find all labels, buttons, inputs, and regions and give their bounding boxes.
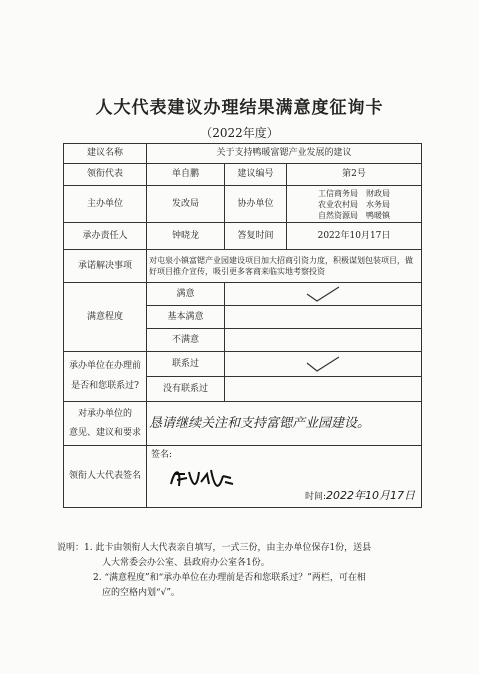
row-units [64,186,422,223]
not-contacted-check-cell[interactable] [225,377,422,402]
lead-rep-label: 领衔代表 [64,164,147,186]
co-units-list [287,186,422,223]
contact-option-yes: 联系过 [147,352,225,377]
responsible-label: 承办责任人 [64,223,147,250]
opinion-label-line: 意见、建议和要求 [68,427,141,438]
signature-prefix: 签名: [151,450,173,460]
unsatisfied-check-cell[interactable] [225,329,422,352]
row-opinion [64,402,422,446]
contact-label [64,352,147,402]
note-line: 2. “满意程度”和“承办单位在办理前是否和您联系过？”两栏，可在相 [93,573,366,583]
opinion-label [64,402,147,446]
commitment-label: 承诺解决事项 [64,250,147,283]
reply-time-label: 答复时间 [225,223,287,250]
co-unit-line: 农业农村局 水务局 [318,199,390,209]
row-satisfied [64,283,422,306]
note-line: 应的空格内划“√”。 [102,588,180,598]
note-line: 人大常委会办公室、县政府办公室各1份。 [102,558,270,568]
host-unit-label: 主办单位 [64,186,147,223]
note-line: 说明：1. 此卡由领衔人大代表亲自填写，一式三份，由主办单位保存1份，送县 [57,543,372,553]
checkmark-icon [303,355,343,373]
opinion-value[interactable]: 恳请继续关注和支持富锶产业园建设。 [147,402,422,446]
row-suggestion-name [64,144,422,164]
time-prefix: 时间: [304,492,326,502]
form-title: 人大代表建议办理结果满意度征询卡 [95,98,384,118]
suggestion-name-value: 关于支持鸭暖富锶产业发展的建议 [147,144,422,164]
satisfaction-option-satisfied: 满意 [147,283,225,306]
row-commitment [64,250,422,283]
commitment-value: 对屯泉小镇富锶产业园建设项目加大招商引资力度，积极谋划包装项目，做好项目推介宣传，吸引更多客商来临实地考察投资 [147,250,422,283]
co-unit-label: 协办单位 [225,186,287,223]
satisfaction-option-basic: 基本满意 [147,306,225,329]
satisfied-check-cell[interactable] [225,283,422,306]
suggestion-no-label: 建议编号 [225,164,287,186]
co-unit-line: 工信商务局 财政局 [318,188,390,198]
suggestion-name-label: 建议名称 [64,144,147,164]
reply-time-value: 2022年10月17日 [287,223,422,250]
lead-rep-value: 单自鹏 [147,164,225,186]
contact-label-line: 承办单位在办理前 [68,361,141,371]
co-unit-line: 自然资源局 鸭暖镇 [318,210,390,220]
checkmark-icon [303,285,343,303]
row-contacted [64,352,422,377]
contacted-check-cell[interactable] [225,352,422,377]
handwritten-signature [167,464,237,492]
signature-row-label: 领衔人大代表签名 [64,446,147,508]
responsible-value: 钟晓龙 [147,223,225,250]
basic-satisfied-check-cell[interactable] [225,306,422,329]
time-value: 2022年10月17日 [326,489,415,502]
survey-form-table [63,143,422,508]
row-lead-rep [64,164,422,186]
row-responsible [64,223,422,250]
contact-label-line: 是否和您联系过? [71,381,139,391]
row-signature [64,446,422,508]
opinion-label-line: 对承办单位的 [77,408,132,419]
satisfaction-label: 满意程度 [64,283,147,352]
contact-option-no: 没有联系过 [147,377,225,402]
suggestion-no-value: 第2号 [287,164,422,186]
host-unit-value: 发改局 [147,186,225,223]
form-notes [57,541,427,601]
signature-cell[interactable] [147,446,422,508]
form-subtitle: （2022年度） [200,126,279,140]
signature-time [305,490,415,503]
satisfaction-option-unsatisfied: 不满意 [147,329,225,352]
